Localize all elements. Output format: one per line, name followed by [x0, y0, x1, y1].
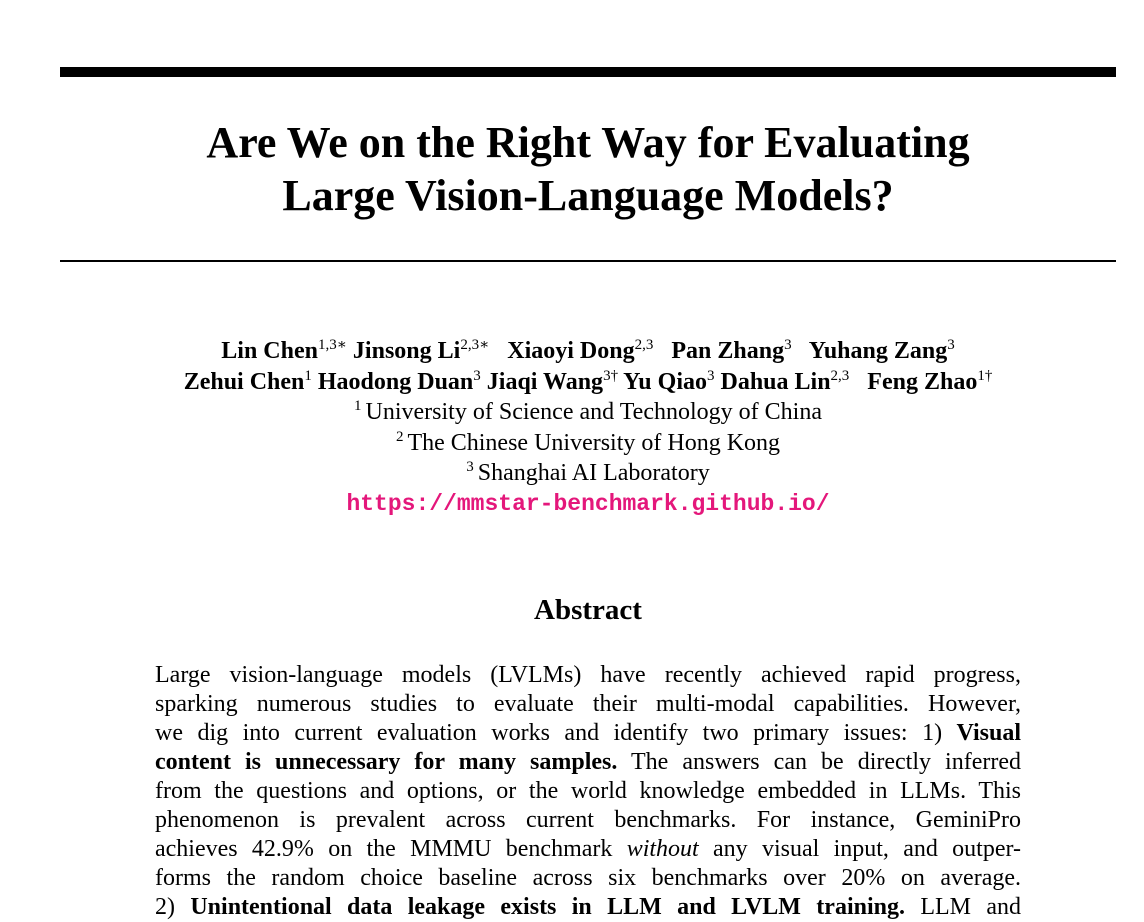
title-line-1: Are We on the Right Way for Evaluating [206, 118, 970, 167]
abstract-line: forms the random choice baseline across six benchmarks over 20% on average. [155, 865, 1021, 891]
author-list [60, 336, 1116, 398]
affiliation-mark: 2 [395, 428, 404, 445]
author: Jiaqi Wang$^{3\dagger}$ [486, 368, 619, 395]
author-mark: 2,3∗ [460, 337, 490, 353]
affiliation-mark: 1 [354, 398, 362, 414]
author: Jinsong $Li^{2,3∗}$ [352, 337, 490, 364]
affiliations [60, 397, 1116, 519]
author-line-2 [60, 367, 1116, 398]
abstract-heading: Abstract [534, 594, 642, 626]
title-line-2: Large Vision-Language Models? [282, 171, 894, 220]
abstract-text [155, 661, 1021, 922]
abstract-line: content is unnecessary for many samples. The answers can be directly inferred [155, 749, 1021, 775]
project-url-link[interactable]: https://mmstar-benchmark.github.io/ [346, 490, 830, 517]
author-mark: 1† [977, 368, 993, 384]
top-rule [60, 67, 1116, 77]
author-line-1 [60, 336, 1116, 367]
affiliation-mark: 3 [466, 459, 474, 475]
author: Dahua Lin$^{2,3}$ [720, 368, 850, 395]
affiliation: $^2$ The Chinese University of Hong Kong [395, 428, 781, 456]
author-mark: 1 [304, 368, 312, 384]
author-mark: 3 [784, 337, 792, 353]
abstract-line: achieves 42.9% on the MMMU benchmark without any visual input, and outper- [155, 836, 1022, 862]
author: Feng Zhao$^{1\dagger}$ [867, 368, 993, 395]
author: Yu Qiao$^3$ [623, 368, 715, 395]
abstract-line: Large vision-language models (LVLMs) have recently achieved rapid progress, [155, 662, 1021, 688]
author: Lin Chen$^{1,3∗}$ [221, 337, 347, 364]
author-mark: 3 [473, 368, 481, 384]
paper-title [60, 116, 1116, 222]
affiliation: $^1$ University of Science and Technology of China [354, 398, 822, 425]
author: Xiaoyi Dong$^{2,3}$ [507, 337, 654, 364]
author: Pan Zhang$^3$ [671, 337, 792, 364]
author: Haodong Duan$^3$ [317, 368, 481, 395]
abstract-line: we dig into current evaluation works and identify two primary issues: 1) Visual [155, 720, 1021, 746]
author: Yuhang Zang$^3$ [808, 337, 955, 364]
author-mark: 3 [706, 368, 715, 384]
affiliation: $^3$ Shanghai AI Laboratory [466, 459, 710, 486]
abstract-line: phenomenon is prevalent across current benchmarks. For instance, GeminiPro [155, 807, 1021, 833]
author-mark: 2,3 [830, 368, 850, 384]
title-rule [60, 260, 1116, 262]
abstract-line: sparking numerous studies to evaluate their multi-modal capabilities. However, [155, 691, 1021, 717]
abstract-line: 2) Unintentional data leakage exists in LLM and LVLM training. LLM and [155, 894, 1021, 920]
abstract-line: from the questions and options, or the world knowledge embedded in LLMs. This [155, 778, 1021, 804]
author-mark: 1,3∗ [317, 337, 347, 353]
author-mark: 2,3 [634, 337, 654, 353]
author: Zehui Chen$^1$ [183, 368, 312, 395]
author-mark: 3† [603, 368, 619, 384]
author-mark: 3 [947, 337, 955, 353]
